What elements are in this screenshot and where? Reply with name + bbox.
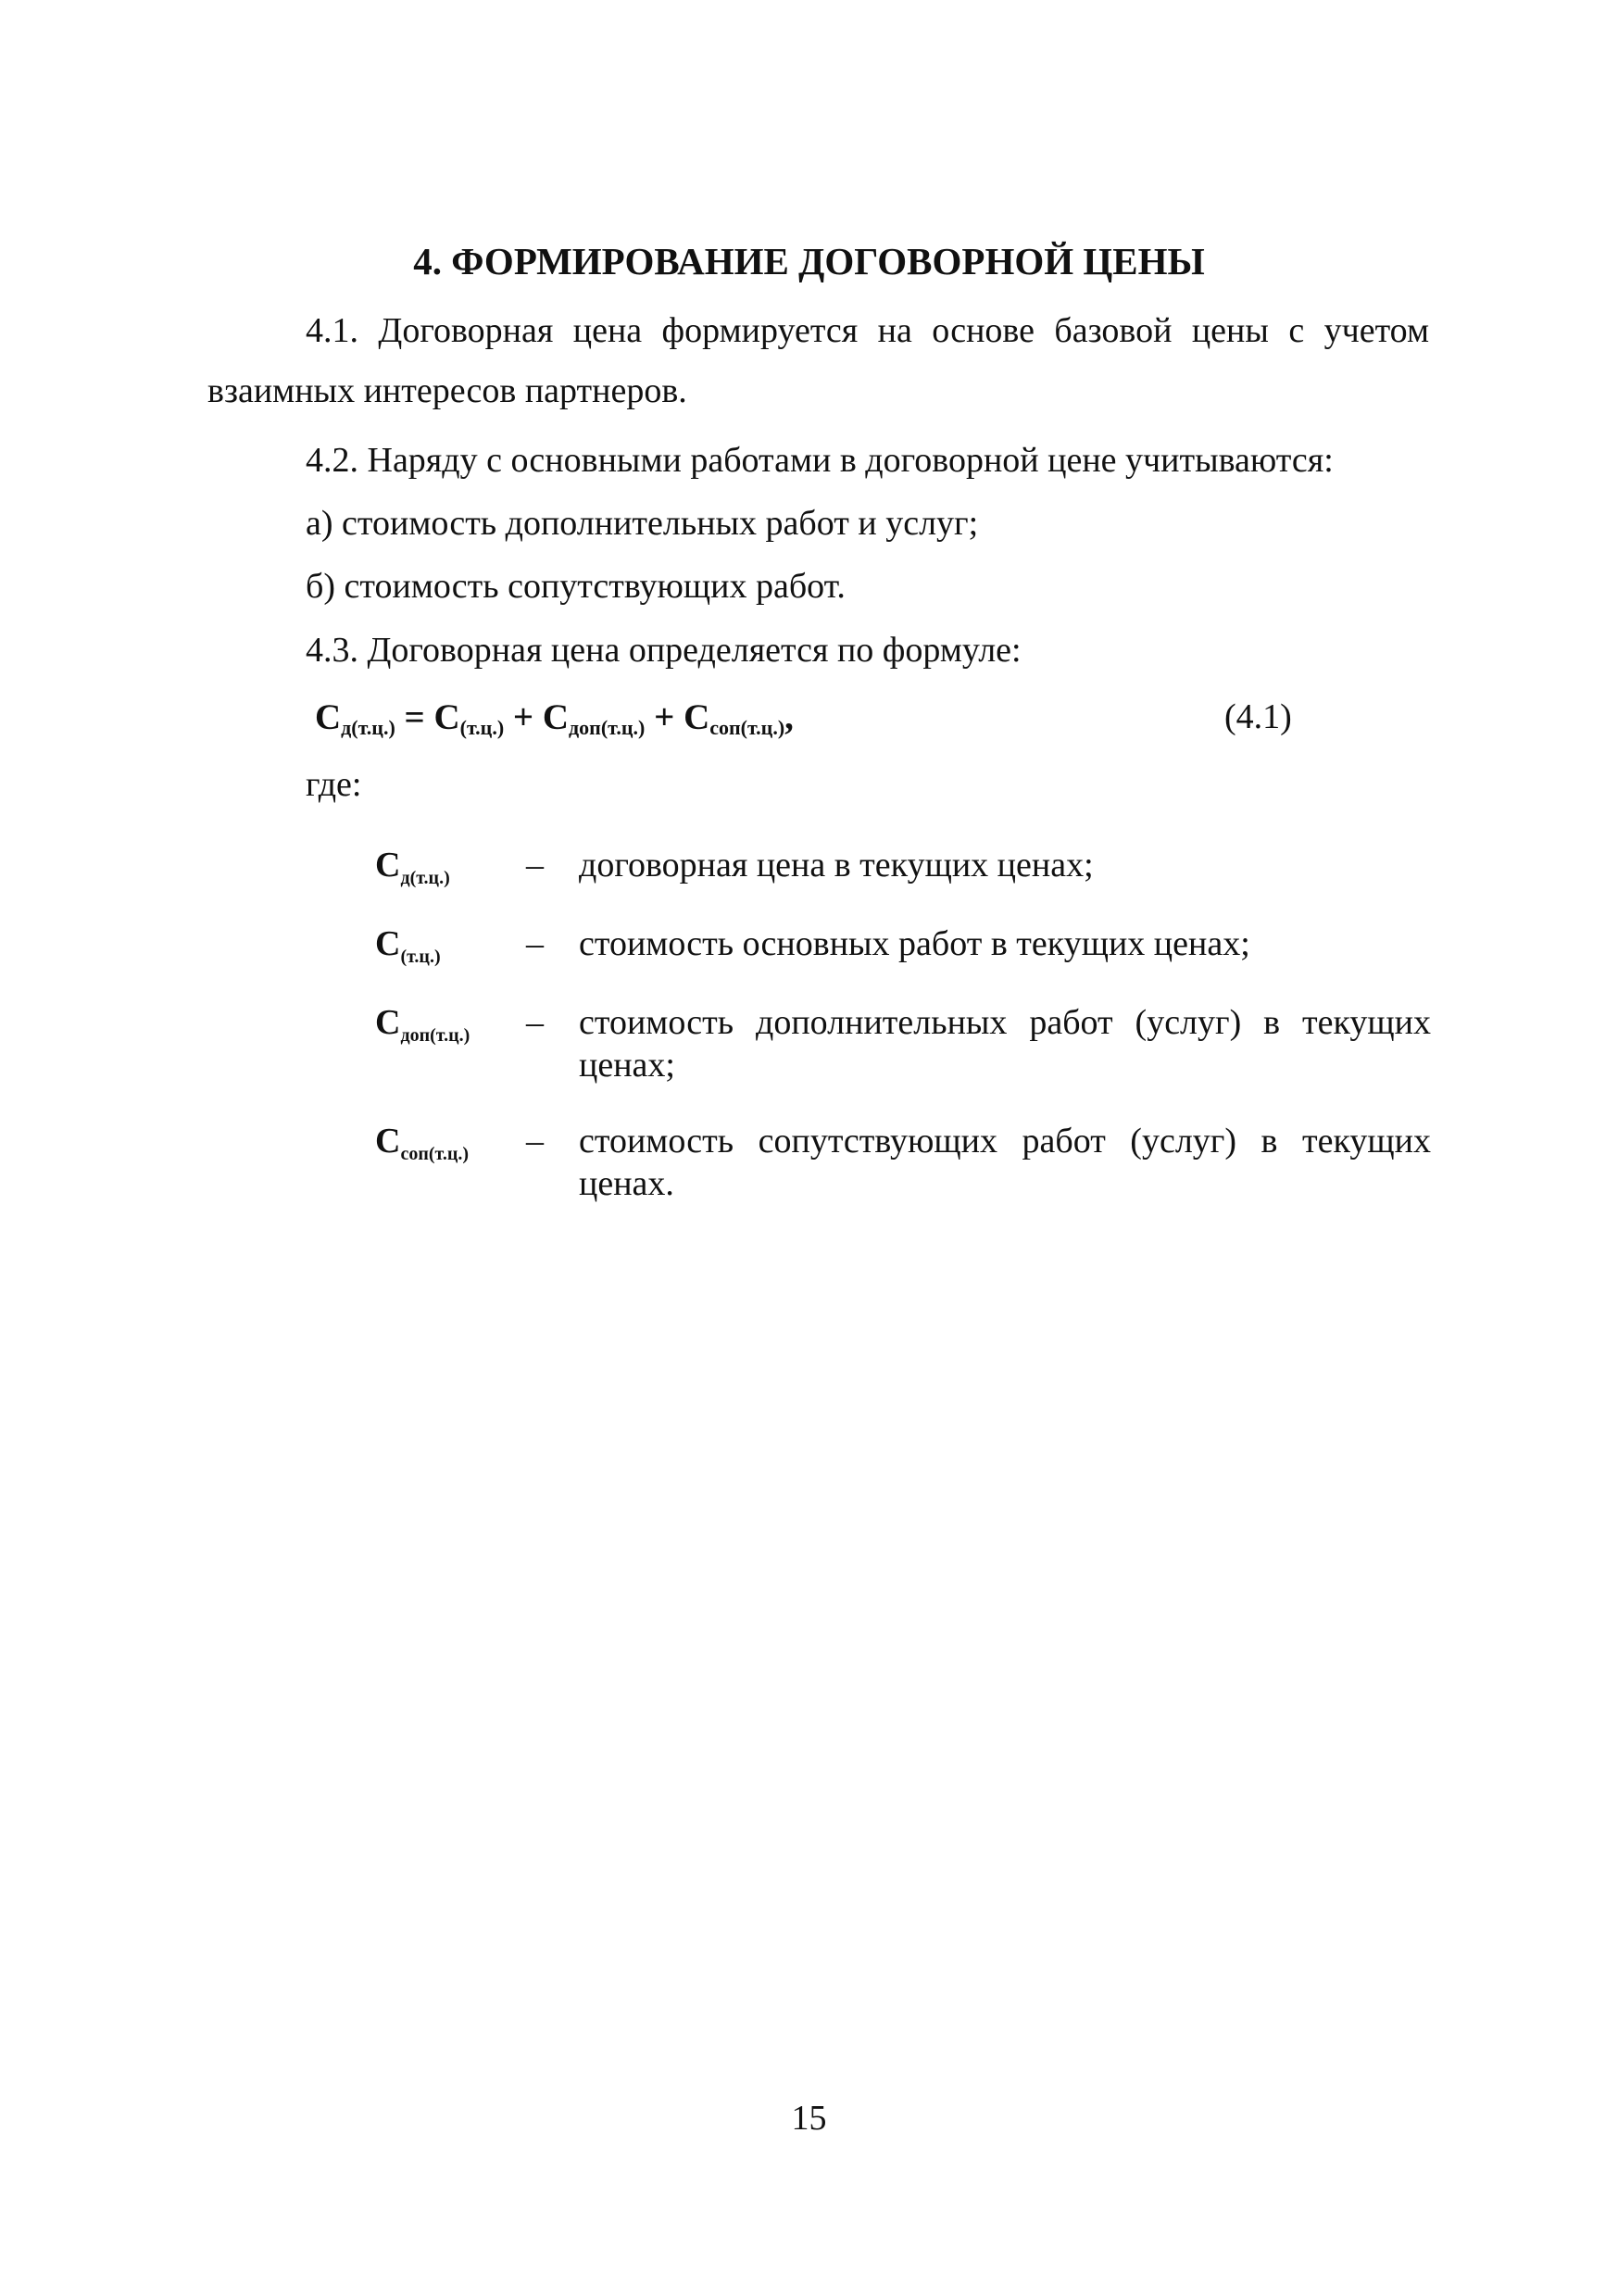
definition-symbol: $С_{доп(т.ц.)}$ — [375, 1003, 470, 1046]
definition-symbol: $С_{(т.ц.)}$ — [375, 924, 441, 967]
formula-subscript: соп(т.ц.) — [709, 716, 785, 739]
definition-dash: – — [526, 924, 544, 963]
paragraph-4-3: 4.3. Договорная цена определяется по формуле: — [306, 631, 1022, 670]
formula-number: (4.1) — [1224, 697, 1292, 736]
formula-subscript: доп(т.ц.) — [569, 716, 646, 739]
page-number: 15 — [791, 2099, 827, 2138]
formula-term: + С — [645, 697, 710, 737]
formula-4-1 — [315, 696, 794, 740]
definition-text: договорная цена в текущих ценах; — [579, 846, 1094, 885]
list-item-a: а) стоимость дополнительных работ и услуг; — [306, 504, 979, 543]
formula-subscript: (т.ц.) — [459, 716, 505, 739]
definition-dash: – — [526, 1122, 544, 1161]
list-item-b: б) стоимость сопутствующих работ. — [306, 567, 846, 606]
formula-subscript: д(т.ц.) — [341, 716, 395, 739]
paragraph-4-2: 4.2. Наряду с основными работами в договорной цене учитываются: — [306, 441, 1334, 480]
formula-term: С — [315, 697, 342, 737]
paragraph-4-1-line-2: взаимных интересов партнеров. — [207, 371, 687, 410]
where-label: где: — [306, 765, 362, 804]
definition-symbol: $С_{соп(т.ц.)}$ — [375, 1122, 470, 1164]
section-title: 4. ФОРМИРОВАНИЕ ДОГОВОРНОЙ ЦЕНЫ — [413, 240, 1205, 282]
paragraph-4-1-line-1: 4.1. Договорная цена формируется на основе базовой цены с учетом — [306, 311, 1429, 350]
formula-term: , — [784, 697, 794, 737]
definition-text: стоимость дополнительных работ (услуг) в текущих ценах; — [579, 1003, 1431, 1085]
formula-term: = С — [395, 697, 460, 737]
definition-text: стоимость сопутствующих работ (услуг) в текущих ценах. — [579, 1122, 1431, 1203]
formula-term: + С — [504, 697, 570, 737]
definition-dash: – — [526, 1003, 544, 1042]
definition-dash: – — [526, 846, 544, 885]
definition-symbol: $С_{д(т.ц.)}$ — [375, 846, 450, 888]
definition-text: стоимость основных работ в текущих ценах; — [579, 924, 1250, 963]
